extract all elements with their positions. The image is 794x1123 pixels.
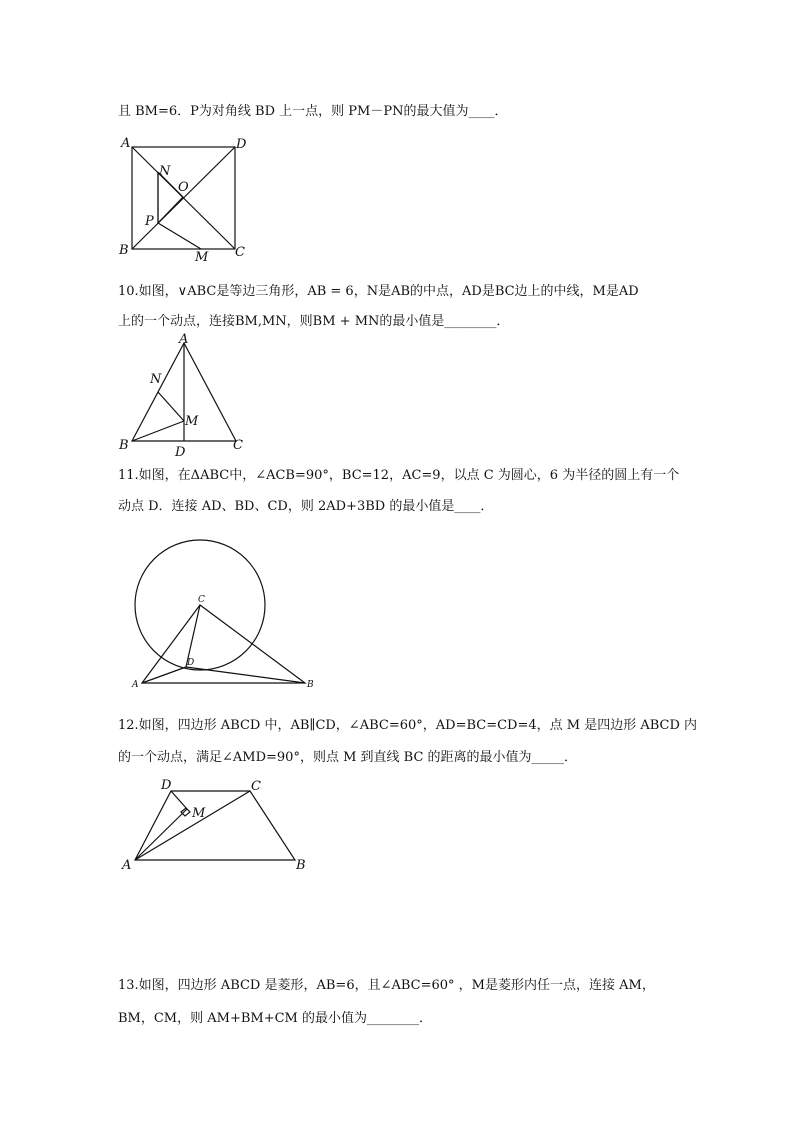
- problem-11-text-line-2: 动点 D．连接 AD、BD、CD，则 2AD+3BD 的最小值是____．: [118, 499, 494, 514]
- figure-11-circle-diagram: [125, 535, 325, 695]
- label-B: B: [307, 680, 314, 690]
- problem-11-text-line-1: 11.如图，在ΔABC中，∠ACB=90°，BC=12，AC=9，以点 C 为圆心，6 为半径的圆上有一个: [118, 468, 680, 483]
- label-B: B: [119, 438, 129, 453]
- problem-10-text-line-2: 上的一个动点，连接BM,MN，则BM + MN的最小值是________．: [118, 314, 510, 329]
- label-D: D: [236, 137, 247, 152]
- problem-12-text-line-1: 12.如图，四边形 ABCD 中，AB∥CD，∠ABC=60°，AD=BC=CD=4，点 M 是四边形 ABCD 内: [118, 718, 698, 733]
- problem-13-text-line-2: BM，CM，则 AM+BM+CM 的最小值为________．: [118, 1011, 432, 1026]
- label-N: N: [159, 164, 171, 179]
- label-B: B: [296, 858, 306, 873]
- figure-10-triangle-diagram: [115, 332, 255, 460]
- label-A: A: [179, 332, 189, 347]
- label-P: P: [145, 214, 154, 229]
- problem-13-text-line-1: 13.如图，四边形 ABCD 是菱形，AB=6，且∠ABC=60° ，M是菱形内任一点，连接 AM，: [118, 978, 655, 993]
- label-A: A: [122, 858, 132, 873]
- label-D: D: [175, 445, 186, 460]
- label-C: C: [251, 779, 261, 794]
- label-O: O: [178, 180, 189, 195]
- label-C: C: [198, 595, 205, 605]
- label-M: M: [195, 250, 209, 265]
- label-D: D: [161, 778, 172, 793]
- label-M: M: [192, 806, 206, 821]
- problem-12-text-line-2: 的一个动点，满足∠AMD=90°，则点 M 到直线 BC 的距离的最小值为_____．: [118, 750, 578, 765]
- label-A: A: [121, 136, 131, 151]
- label-C: C: [233, 438, 243, 453]
- label-B: B: [119, 243, 129, 258]
- label-A: A: [132, 680, 139, 690]
- label-N: N: [150, 372, 162, 387]
- label-M: M: [185, 414, 199, 429]
- problem-10-text-line-1: 10.如图，∨ABC是等边三角形，AB = 6，N是AB的中点，AD是BC边上的中线，M是AD: [118, 284, 639, 299]
- label-D: D: [187, 658, 195, 668]
- figure-12-trapezoid-diagram: [115, 772, 325, 877]
- label-C: C: [235, 245, 245, 260]
- figure-9-square-diagram: [115, 135, 255, 265]
- problem-9-text: 且 BM=6．P为对角线 BD 上一点，则 PM－PN的最大值为____．: [118, 104, 508, 119]
